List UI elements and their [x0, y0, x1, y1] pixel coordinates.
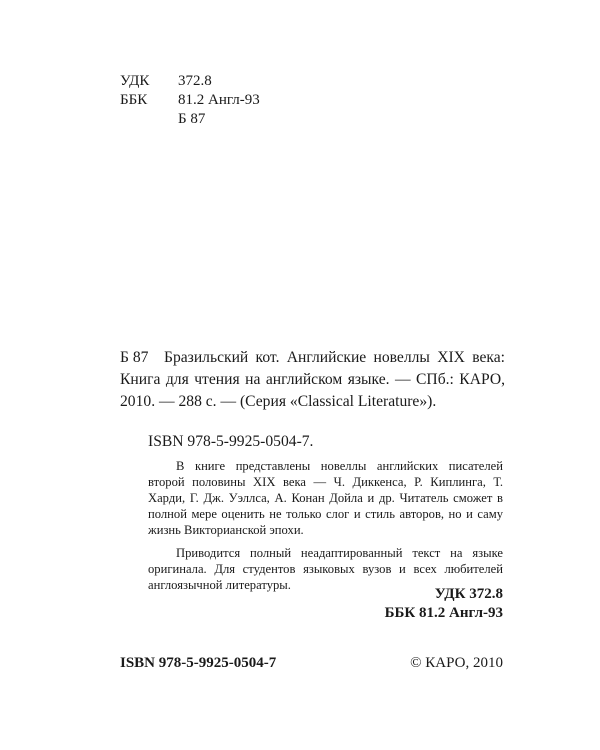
author-mark: Б 87 [178, 111, 206, 127]
annotation-paragraph-2: Приводится полный неадаптированный текст на языке оригинала. Для студентов языковых вузов и всех любителей англоязычной литературы. [148, 546, 503, 592]
annotation [148, 458, 503, 593]
bbk-label: ББК [120, 92, 148, 108]
footer-isbn: ISBN 978-5-9925-0504-7 [120, 655, 277, 671]
record-code: Б 87 [120, 349, 149, 366]
record-isbn: ISBN 978-5-9925-0504-7. [148, 433, 314, 450]
udk-value: 372.8 [178, 73, 212, 89]
record-description: Бразильский кот. Английские новеллы XIX века: Книга для чтения на английском языке. — СПб.: КАРО, 2010. — 288 с. — (Серия «Classical Literature»). [120, 349, 505, 410]
annotation-paragraph-1: В книге представлены новеллы английских писателей второй половины XIX века — Ч. Диккенса, Р. Киплинга, Т. Харди, Г. Дж. Уэллса, А. Конан Дойла и др. Читатель сможет в полной мере оценить не только слог и стиль авторов, но и саму жизнь Викторианской эпохи. [148, 459, 503, 537]
classification-bbk: ББК 81.2 Англ-93 [384, 605, 503, 621]
bbk-value: 81.2 Англ-93 [178, 92, 260, 108]
footer-copyright: © КАРО, 2010 [410, 655, 503, 671]
classification-udk: УДК 372.8 [434, 586, 503, 602]
udk-label: УДК [120, 73, 150, 89]
bibliographic-description [120, 347, 505, 413]
